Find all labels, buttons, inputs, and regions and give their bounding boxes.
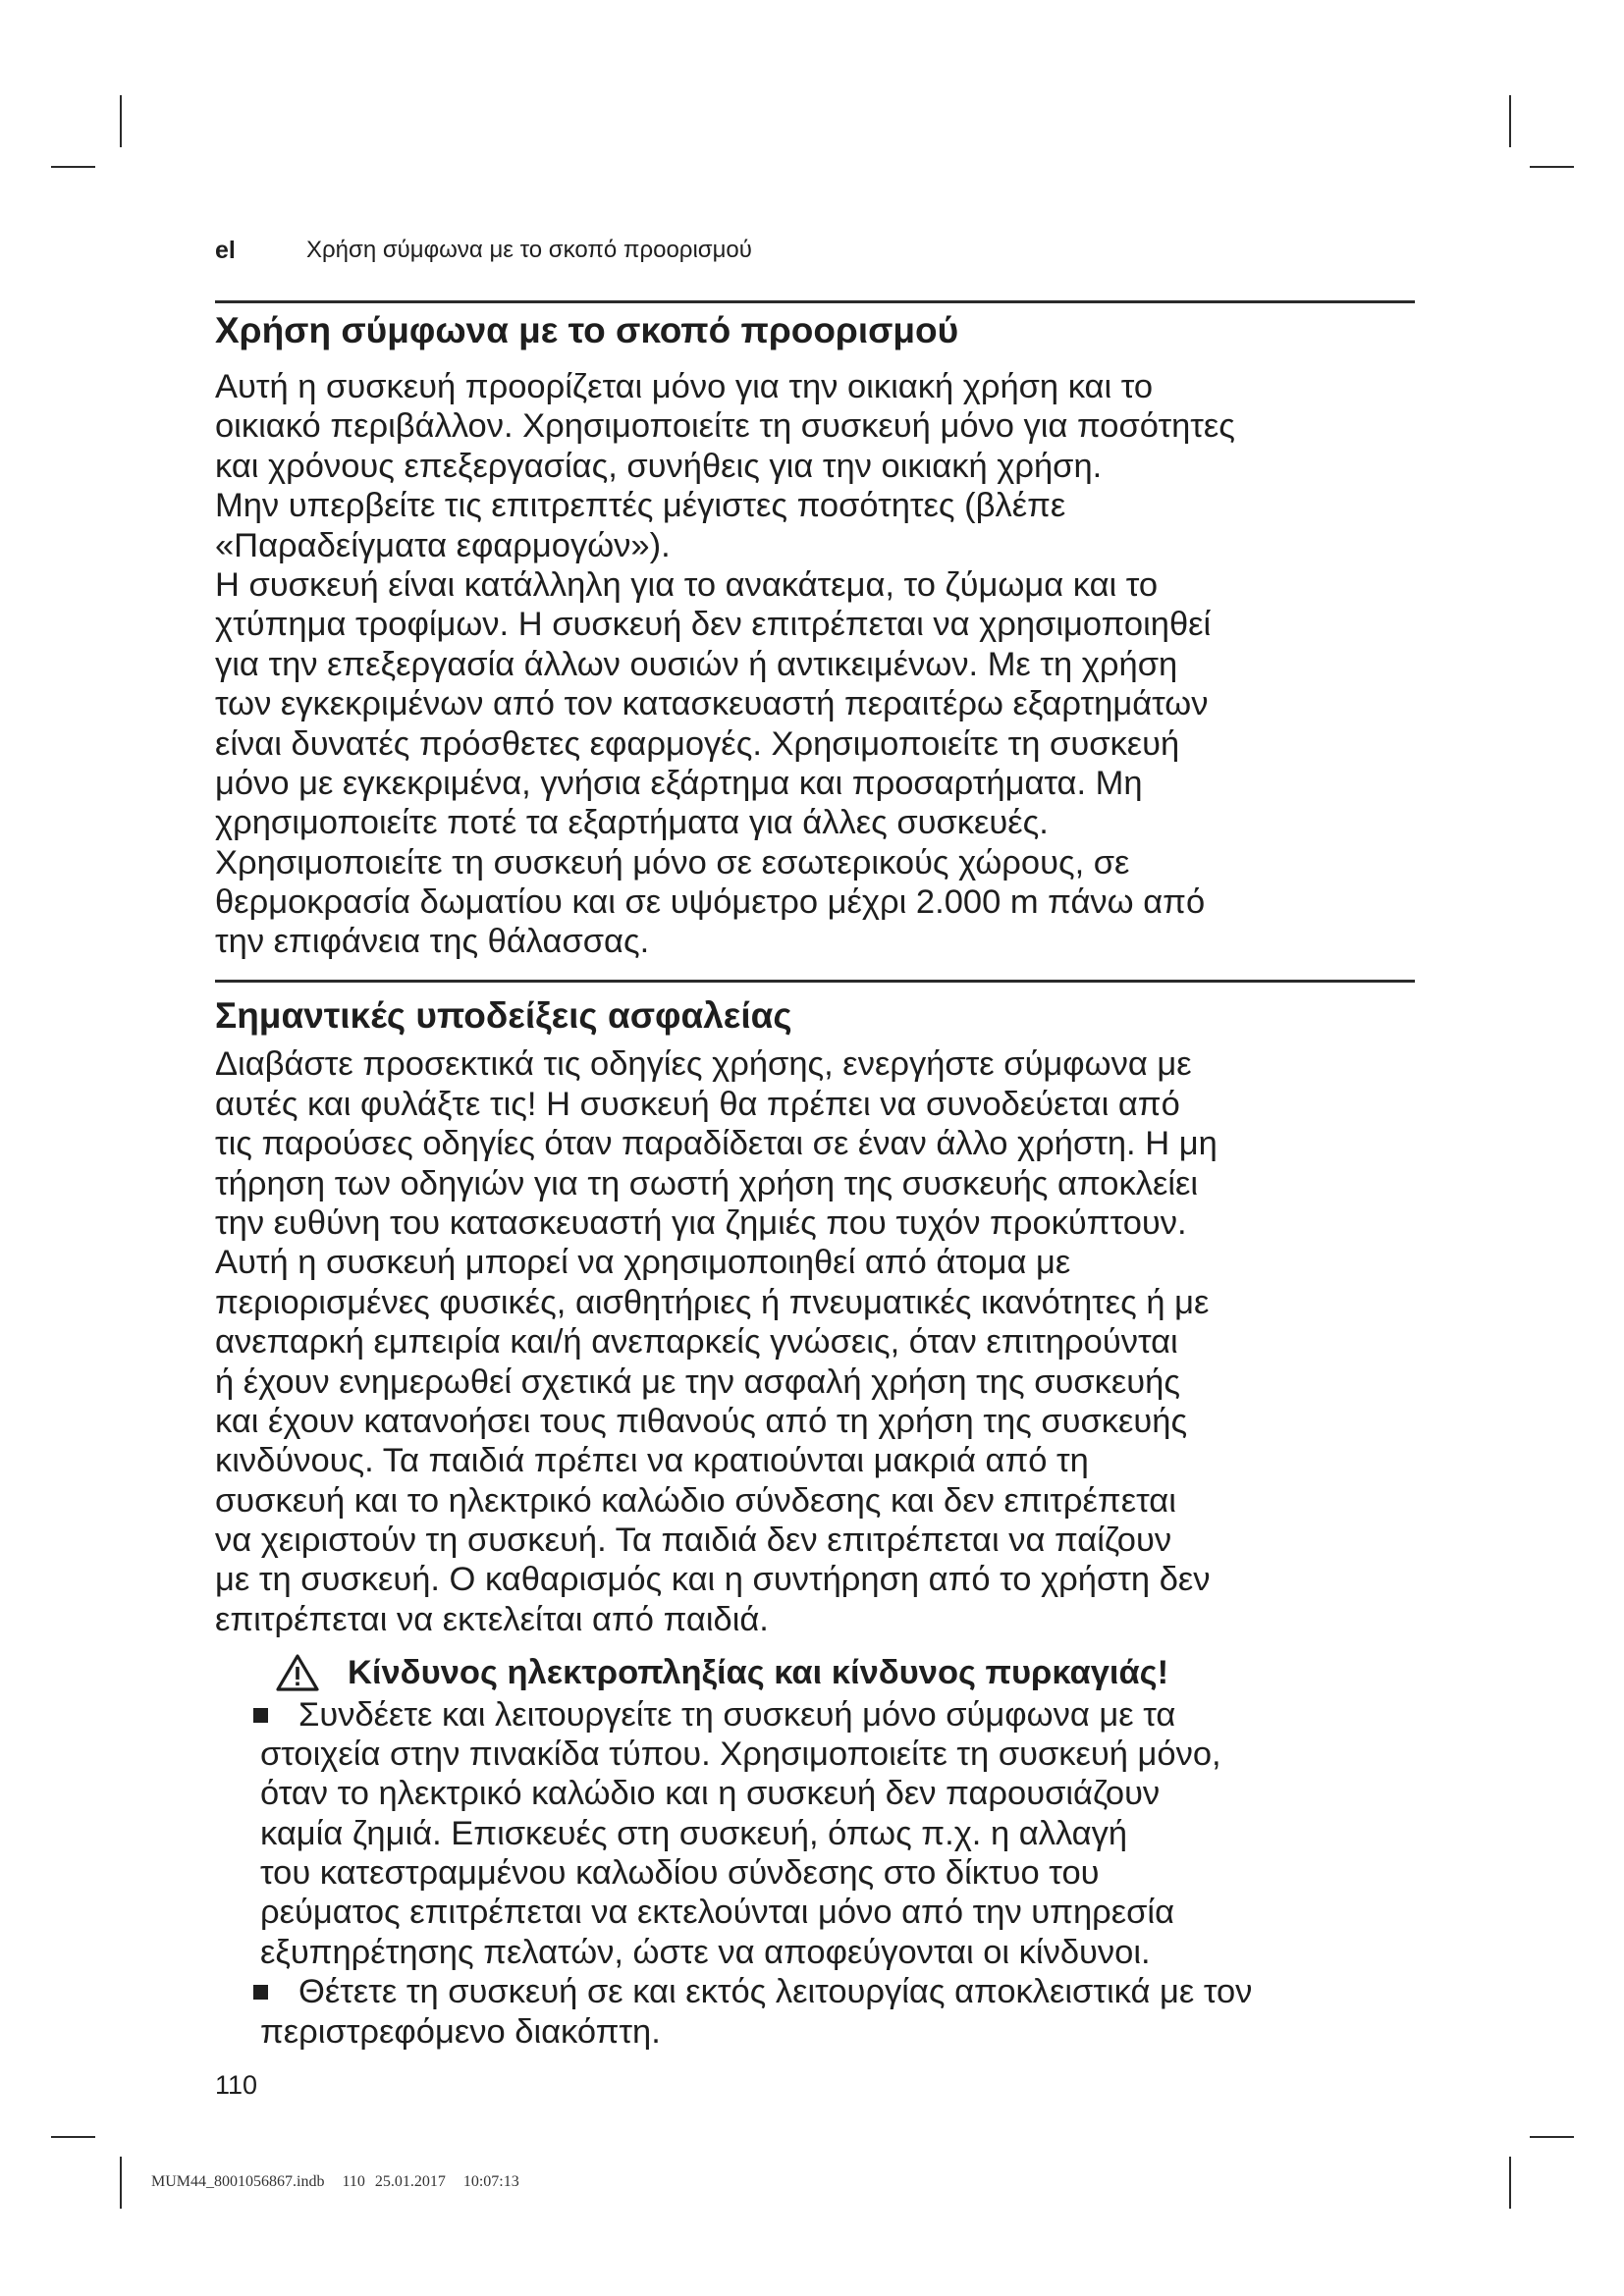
section-body-safety bbox=[215, 1044, 1218, 1639]
section-rule bbox=[215, 300, 1415, 303]
text-line: θερμοκρασία δωματίου και σε υψόμετρο μέχρι 2.000 m πάνω από bbox=[215, 883, 1206, 922]
crop-mark-bottom-left-horizontal bbox=[51, 2136, 95, 2138]
list-item bbox=[253, 1695, 1252, 1735]
text-line: χρησιμοποιείτε ποτέ τα εξαρτήματα για άλλες συσκευές. bbox=[215, 804, 1049, 842]
text-line: κινδύνους. Τα παιδιά πρέπει να κρατιούνται μακριά από τη bbox=[215, 1442, 1089, 1480]
text-line: χτύπημα τροφίμων. Η συσκευή δεν επιτρέπεται να χρησιμοποιηθεί bbox=[215, 606, 1212, 644]
text-line: και χρόνους επεξεργασίας, συνήθεις για την οικιακή χρήση. bbox=[215, 447, 1103, 485]
text-line: συσκευή και το ηλεκτρικό καλώδιο σύνδεσης και δεν επιτρέπεται bbox=[215, 1481, 1176, 1520]
text-line: Αυτή η συσκευή προορίζεται μόνο για την οικιακή χρήση και το bbox=[215, 368, 1154, 405]
text-line: Χρησιμοποιείτε τη συσκευή μόνο σε εσωτερικούς χώρους, σε bbox=[215, 843, 1130, 881]
running-header-title: Χρήση σύμφωνα με το σκοπό προορισμού bbox=[306, 237, 752, 263]
text-line: εξυπηρέτησης πελατών, ώστε να αποφεύγονται οι κίνδυνοι. bbox=[260, 1933, 1151, 1971]
crop-mark-top-left-vertical bbox=[120, 95, 122, 147]
text-line: με τη συσκευή. Ο καθαρισμός και η συντήρηση από το χρήστη δεν bbox=[215, 1561, 1211, 1599]
text-line: τήρηση των οδηγιών για τη σωστή χρήση της συσκευής αποκλείει bbox=[215, 1164, 1199, 1202]
text-line: περιορισμένες φυσικές, αισθητήριες ή πνευματικές ικανότητες ή με bbox=[215, 1283, 1210, 1321]
language-code: el bbox=[215, 237, 236, 264]
crop-mark-top-left-horizontal bbox=[51, 166, 95, 168]
text-line: και έχουν κατανοήσει τους πιθανούς από τη χρήση της συσκευής bbox=[215, 1402, 1188, 1440]
text-line: όταν το ηλεκτρικό καλώδιο και η συσκευή δεν παρουσιάζουν bbox=[260, 1775, 1161, 1813]
text-line: Η συσκευή είναι κατάλληλη για το ανακάτεμα, το ζύμωμα και το bbox=[215, 565, 1159, 604]
text-line: ρεύματος επιτρέπεται να εκτελούνται μόνο από την υπηρεσία bbox=[260, 1894, 1175, 1932]
text-line: μόνο με εγκεκριμένα, γνήσια εξάρτημα και προσαρτήματα. Μη bbox=[215, 764, 1143, 802]
text-line: να χειριστούν τη συσκευή. Τα παιδιά δεν επιτρέπεται να παίζουν bbox=[215, 1522, 1172, 1560]
text-line: ή έχουν ενημερωθεί σχετικά με την ασφαλή χρήση της συσκευής bbox=[215, 1362, 1180, 1401]
text-line: Διαβάστε προσεκτικά τις οδηγίες χρήσης, ενεργήστε σύμφωνα με bbox=[215, 1045, 1192, 1084]
print-slug-file: MUM44_8001056867.indb bbox=[151, 2173, 325, 2190]
section-body-intended-use bbox=[215, 367, 1235, 962]
text-line: Θέτετε τη συσκευή σε και εκτός λειτουργίας αποκλειστικά με τον bbox=[298, 1973, 1253, 2011]
section-heading-intended-use: Χρήση σύμφωνα με το σκοπό προορισμού bbox=[215, 310, 959, 350]
warning-heading-text: Κίνδυνος ηλεκτροπληξίας και κίνδυνος πυρκαγιάς! bbox=[348, 1654, 1169, 1691]
crop-mark-bottom-left-vertical bbox=[120, 2157, 122, 2209]
print-slug-date: 25.01.2017 bbox=[374, 2173, 446, 2190]
text-line: είναι δυνατές πρόσθετες εφαρμογές. Χρησιμοποιείτε τη συσκευή bbox=[215, 724, 1180, 763]
text-line: τις παρούσες οδηγίες όταν παραδίδεται σε έναν άλλο χρήστη. Η μη bbox=[215, 1125, 1218, 1163]
section-rule bbox=[215, 980, 1415, 983]
text-line: ανεπαρκή εμπειρία και/ή ανεπαρκείς γνώσεις, όταν επιτηρούνται bbox=[215, 1323, 1178, 1362]
text-line: Αυτή η συσκευή μπορεί να χρησιμοποιηθεί από άτομα με bbox=[215, 1244, 1071, 1282]
text-line: την ευθύνη του κατασκευαστή για ζημιές που τυχόν προκύπτουν. bbox=[215, 1203, 1187, 1242]
text-line: την επιφάνεια της θάλασσας. bbox=[215, 923, 650, 961]
text-line: καμία ζημιά. Επισκευές στη συσκευή, όπως π.χ. η αλλαγή bbox=[260, 1814, 1128, 1852]
crop-mark-bottom-right-horizontal bbox=[1530, 2136, 1574, 2138]
print-slug-page: 110 bbox=[342, 2173, 365, 2190]
crop-mark-top-right-vertical bbox=[1509, 95, 1511, 147]
text-line: στοιχεία στην πινακίδα τύπου. Χρησιμοποιείτε τη συσκευή μόνο, bbox=[260, 1735, 1221, 1773]
text-line: Μην υπερβείτε τις επιτρεπτές μέγιστες ποσότητες (βλέπε bbox=[215, 487, 1066, 525]
print-slug-time: 10:07:13 bbox=[462, 2173, 519, 2190]
crop-mark-bottom-right-vertical bbox=[1509, 2157, 1511, 2209]
text-line: του κατεστραμμένου καλωδίου σύνδεσης στο δίκτυο του bbox=[260, 1854, 1100, 1893]
text-line: περιστρεφόμενο διακόπτη. bbox=[260, 2012, 661, 2051]
text-line: επιτρέπεται να εκτελείται από παιδιά. bbox=[215, 1600, 769, 1638]
print-slug bbox=[151, 2172, 525, 2192]
page-number: 110 bbox=[215, 2070, 258, 2100]
crop-mark-top-right-horizontal bbox=[1530, 166, 1574, 168]
warning-bullet-list bbox=[253, 1695, 1252, 2053]
list-item bbox=[253, 1972, 1252, 2011]
text-line: για την επεξεργασία άλλων ουσιών ή αντικειμένων. Με τη χρήση bbox=[215, 645, 1178, 683]
text-line: «Παραδείγματα εφαρμογών»). bbox=[215, 526, 671, 564]
text-line: αυτές και φυλάξτε τις! Η συσκευή θα πρέπει να συνοδεύεται από bbox=[215, 1085, 1180, 1123]
warning-triangle-icon bbox=[275, 1653, 320, 1692]
bullet-square-icon bbox=[253, 1708, 268, 1723]
section-heading-safety: Σημαντικές υποδείξεις ασφαλείας bbox=[215, 995, 792, 1036]
text-line: Συνδέετε και λειτουργείτε τη συσκευή μόνο σύμφωνα με τα bbox=[298, 1695, 1176, 1734]
text-line: των εγκεκριμένων από τον κατασκευαστή περαιτέρω εξαρτημάτων bbox=[215, 685, 1209, 723]
text-line: οικιακό περιβάλλον. Χρησιμοποιείτε τη συσκευή μόνο για ποσότητες bbox=[215, 407, 1235, 446]
bullet-square-icon bbox=[253, 1985, 268, 2000]
